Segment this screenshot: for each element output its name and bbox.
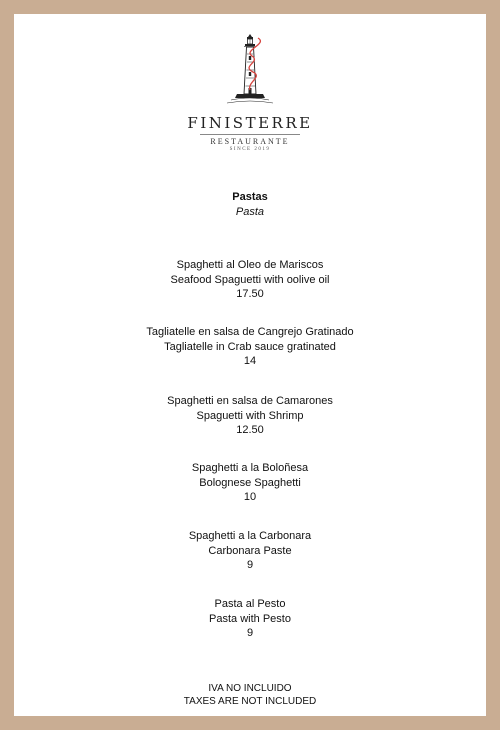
item-price: 9: [246, 627, 254, 639]
menu-item: [14, 461, 486, 505]
item-price: 14: [243, 355, 257, 367]
item-name-en: Carbonara Paste: [208, 544, 292, 557]
item-name-en: Spaguetti with Shrimp: [196, 409, 304, 422]
item-price: 12.50: [236, 424, 264, 436]
menu-item: [14, 394, 486, 438]
item-price: 10: [243, 491, 257, 503]
item-price: 9: [246, 559, 254, 571]
item-name-es: Tagliatelle en salsa de Cangrejo Gratinado: [146, 326, 354, 338]
item-name-en: Pasta with Pesto: [209, 612, 291, 625]
menu-item: [14, 529, 486, 573]
item-name-en: Seafood Spaguetti with oolive oil: [170, 273, 330, 286]
brand-subtitle: RESTAURANTE: [210, 137, 290, 146]
brand-name: FINISTERRE: [187, 114, 313, 132]
menu-item: [14, 258, 486, 302]
lighthouse-icon: [223, 34, 277, 106]
menu-item: [14, 325, 486, 369]
item-name-en: Tagliatelle in Crab sauce gratinated: [164, 340, 336, 353]
item-name-es: Spaghetti al Oleo de Mariscos: [176, 259, 324, 271]
item-name-es: Spaghetti a la Boloñesa: [191, 462, 309, 474]
item-name-en: Bolognese Spaghetti: [199, 476, 301, 489]
section-title: Pastas: [232, 191, 268, 203]
restaurant-logo: [14, 34, 486, 164]
menu-item: [14, 597, 486, 641]
item-price: 17.50: [236, 288, 264, 300]
item-name-es: Pasta al Pesto: [214, 598, 286, 610]
tax-note-es: IVA NO INCLUIDO: [208, 683, 292, 694]
menu-page: [14, 14, 486, 716]
brand-since: SINCE 2019: [229, 147, 271, 152]
brand-divider: [200, 134, 300, 135]
item-name-es: Spaghetti a la Carbonara: [188, 530, 312, 542]
tax-note: [14, 682, 486, 708]
item-name-es: Spaghetti en salsa de Camarones: [167, 395, 333, 407]
tax-note-en: TAXES ARE NOT INCLUDED: [183, 696, 317, 707]
section-subtitle: Pasta: [235, 206, 265, 218]
